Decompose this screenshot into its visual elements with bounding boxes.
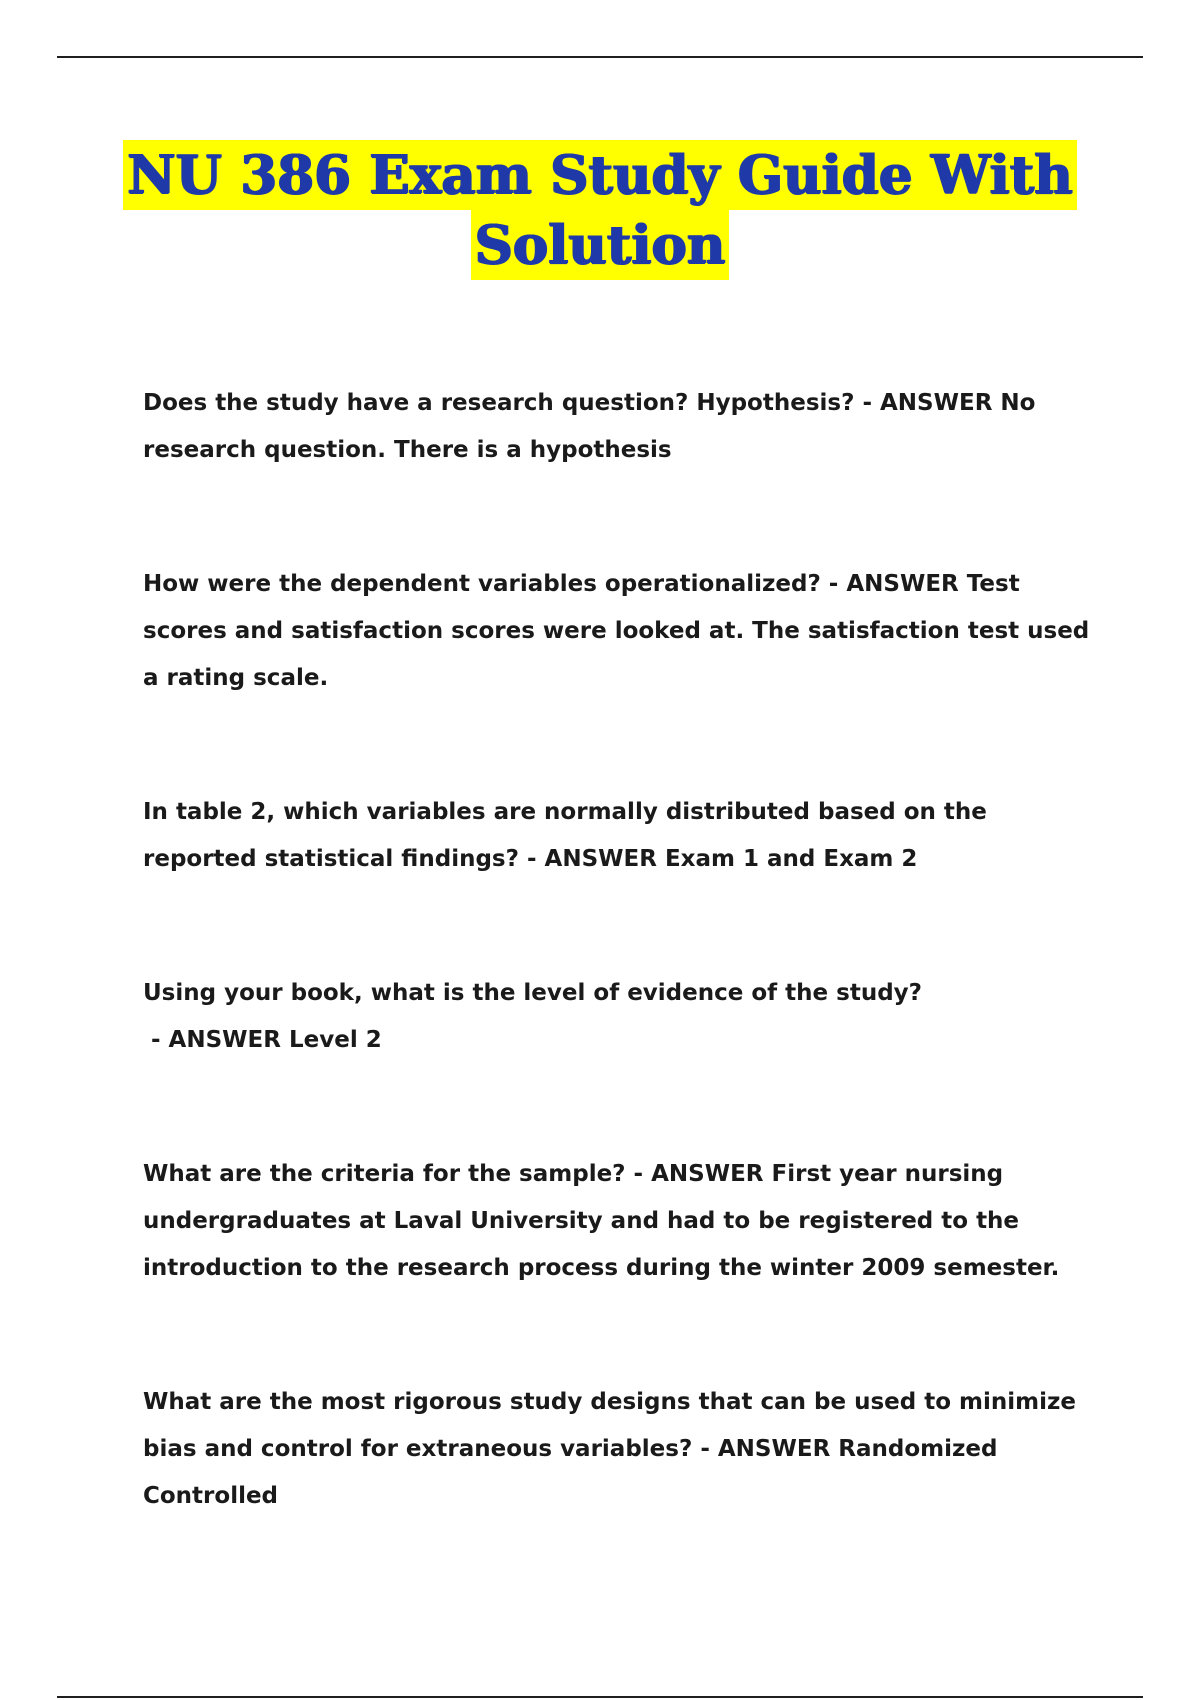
title-line-2: Solution bbox=[471, 210, 730, 280]
question-text: In table 2, which variables are normally distributed based on the reported statistical findings? bbox=[143, 799, 987, 872]
footer-rule bbox=[57, 1696, 1143, 1698]
question-text: What are the criteria for the sample? bbox=[143, 1161, 626, 1187]
question-text: What are the most rigorous study designs that can be used to minimize bias and control for extraneous variables? bbox=[143, 1389, 1076, 1462]
qa-item bbox=[143, 789, 1103, 883]
qa-item bbox=[143, 561, 1103, 702]
answer-marker: - ANSWER bbox=[820, 571, 967, 597]
answer-text: Exam 1 and Exam 2 bbox=[664, 846, 918, 872]
answer-text: No research question. There is a hypothesis bbox=[143, 390, 1036, 463]
answer-marker: - ANSWER bbox=[854, 390, 1001, 416]
qa-item bbox=[143, 970, 1103, 1064]
answer-text: Level 2 bbox=[288, 1027, 382, 1053]
question-text: How were the dependent variables operationalized? bbox=[143, 571, 821, 597]
qa-item bbox=[143, 380, 1103, 474]
qa-item bbox=[143, 1379, 1103, 1520]
answer-marker: - ANSWER bbox=[692, 1436, 839, 1462]
answer-marker: - ANSWER bbox=[625, 1161, 772, 1187]
answer-text: Randomized Controlled bbox=[143, 1436, 998, 1509]
qa-item bbox=[143, 1151, 1103, 1292]
answer-text: Test scores and satisfaction scores were looked at. The satisfaction test used a rating scale. bbox=[143, 571, 1090, 691]
question-text: Does the study have a research question? Hypothesis? bbox=[143, 390, 855, 416]
title-line-1: NU 386 Exam Study Guide With bbox=[123, 140, 1077, 210]
answer-text: First year nursing undergraduates at Laval University and had to be registered to the introduction to the research process during the winter 2009 semester. bbox=[143, 1161, 1060, 1281]
question-text: Using your book, what is the level of evidence of the study? bbox=[143, 980, 923, 1006]
answer-marker: - ANSWER bbox=[143, 1027, 289, 1053]
document-title bbox=[0, 140, 1200, 280]
answer-marker: - ANSWER bbox=[518, 846, 665, 872]
qa-list bbox=[143, 380, 1103, 1607]
header-rule bbox=[57, 56, 1143, 58]
